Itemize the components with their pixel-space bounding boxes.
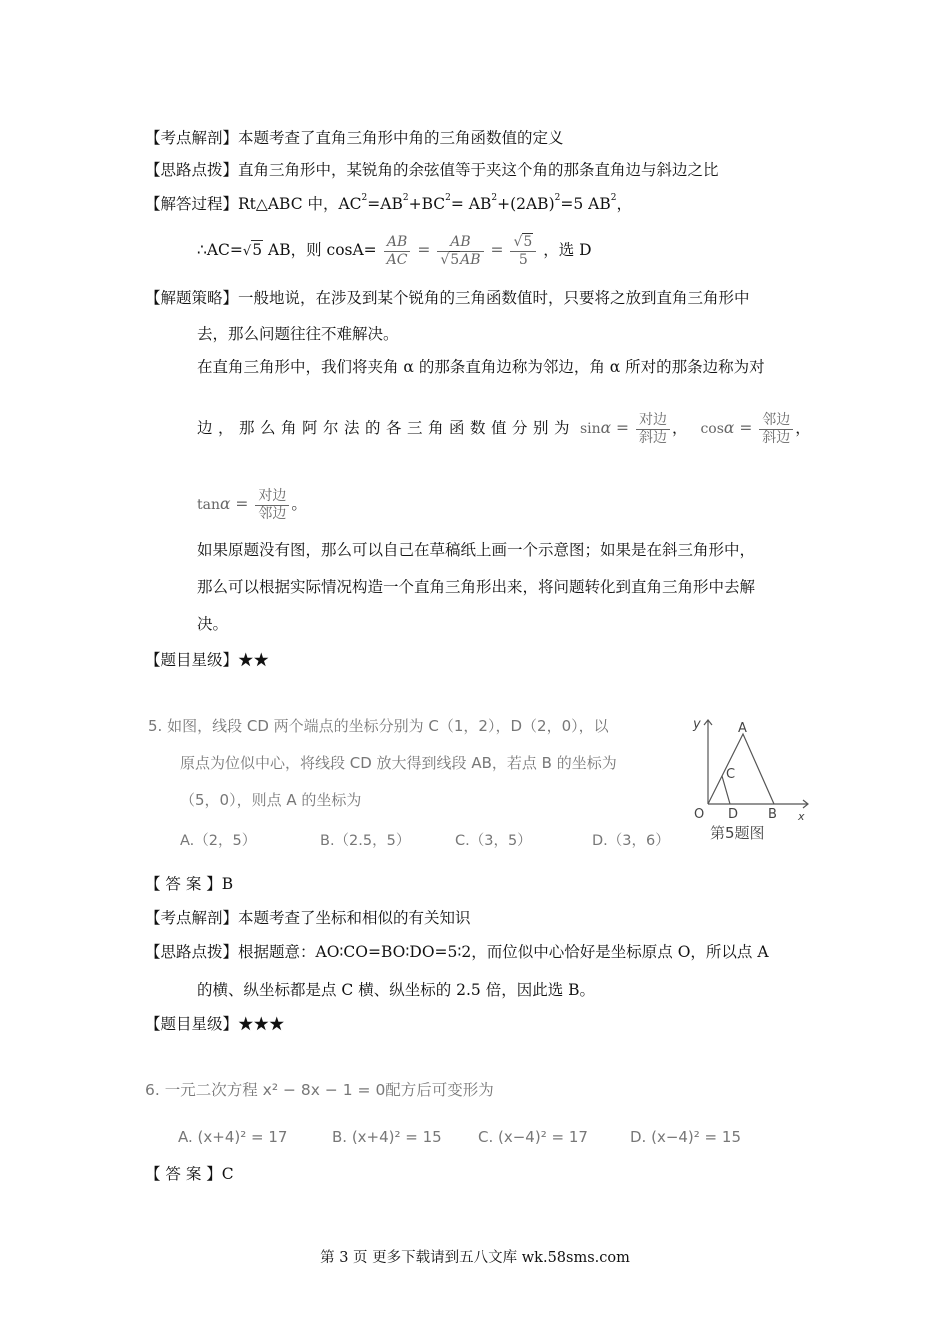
q4-celue-3: 在直角三角形中，我们将夹角 α 的那条直角边称为邻边，角 α 所对的那条边称为对 [197,358,765,376]
q5-kaodian: 【考点解剖】本题考查了坐标和相似的有关知识 [145,909,471,927]
fraction-linbian-xiebian: $\frac{\text{邻边}}{\text{斜边}}$ [759,412,793,447]
q4-celue-1: 【解题策略】一般地说，在涉及到某个锐角的三角函数值时，只要将之放到直角三角形中 [145,289,750,307]
label-x: x [798,810,805,823]
figure-caption: 第5题图 [710,824,765,842]
q4-celue-4: 边，那么角阿尔法的各三角函数值分别为 sinα = $\frac{\text{对边}}{\text{斜边}}$ ， cosα = $\frac{\text{邻边}}{\text{斜边}}$ ， [197,411,811,446]
q4-kaodian: 【考点解剖】本题考查了直角三角形中角的三角函数值的定义 [145,129,564,147]
fraction-ab-ac: $\frac{AB}{AC}$ [384,234,411,269]
page-footer: 第 3 页 更多下载请到五八文库 wk.58sms.com [320,1250,630,1266]
q5-stem-3: （5，0），则点 A 的坐标为 [180,791,362,809]
q5-option-a: A.（2，5） [180,833,257,849]
q5-figure [688,712,810,844]
q4-silu: 【思路点拨】直角三角形中，某锐角的余弦值等于夹这个角的那条直角边与斜边之比 [145,161,719,179]
q4-celue-6: 那么可以根据实际情况构造一个直角三角形出来，将问题转化到直角三角形中去解 [197,578,756,596]
q5-daan: 【 答 案 】B [145,875,234,893]
label-a: A [738,721,747,736]
q5-option-c: C.（3，5） [455,833,532,849]
q4-jieda: 【解答过程】Rt△ABC 中，$AC^2=AB^2+BC^2= AB^2+(2AB)^2=5$ $AB^2$， [145,193,632,213]
fraction-sqrt5-5: $\frac{√5}{5}$ [510,234,536,269]
q6-daan: 【 答 案 】C [145,1165,234,1183]
q4-step: ∴AC=√5 AB，则 cosA= $\frac{AB}{AC}$ = $\frac{AB}{√5AB}$ = $\frac{√5}{5}$ ，选 D [197,233,592,268]
q4-xingji: 【题目星级】★★ [145,651,270,669]
q5-silu-2: 的横、纵坐标都是点 C 横、纵坐标的 2.5 倍，因此选 B。 [197,981,596,999]
q4-celue-7: 决。 [197,615,229,633]
label-c: C [726,767,736,782]
q6-option-a: A. (x+4)² = 17 [178,1128,288,1146]
q6-option-c: C. (x−4)² = 17 [478,1128,588,1146]
q5-stem-2: 原点为位似中心，将线段 CD 放大得到线段 AB，若点 B 的坐标为 [180,754,617,772]
q6-option-b: B. (x+4)² = 15 [332,1128,442,1146]
fraction-ab-sqrt5ab: $\frac{AB}{√5AB}$ [437,234,483,269]
label-o: O [694,807,705,822]
label-b: B [768,807,777,822]
q4-tan: tanα = $\frac{\text{对边}}{\text{邻边}}$ 。 [197,487,307,522]
fraction-duibian-linbian: $\frac{\text{对边}}{\text{邻边}}$ [255,488,289,523]
q5-stem-1: 5. 如图，线段 CD 两个端点的坐标分别为 C（1，2），D（2，0），以 [148,717,609,735]
triangle-oab [708,734,774,804]
q6-stem: 6. 一元二次方程 x² − 8x − 1 = 0配方后可变形为 [145,1081,494,1099]
q5-silu-1: 【思路点拨】根据题意：AO∶CO=BO∶DO=5∶2，而位似中心恰好是坐标原点 O，所以点 A [145,943,769,961]
q5-option-d: D.（3，6） [592,833,670,849]
q4-celue-2: 去，那么问题往往不难解决。 [197,325,399,343]
q5-xingji: 【题目星级】★★★ [145,1015,285,1033]
fraction-duibian-xiebian: $\frac{\text{对边}}{\text{斜边}}$ [636,412,670,447]
q5-option-b: B.（2.5，5） [320,833,411,849]
label-d: D [728,807,739,822]
label-y: y [693,717,701,732]
q6-option-d: D. (x−4)² = 15 [630,1128,741,1146]
q4-celue-5: 如果原题没有图，那么可以自己在草稿纸上画一个示意图；如果是在斜三角形中， [197,541,756,559]
